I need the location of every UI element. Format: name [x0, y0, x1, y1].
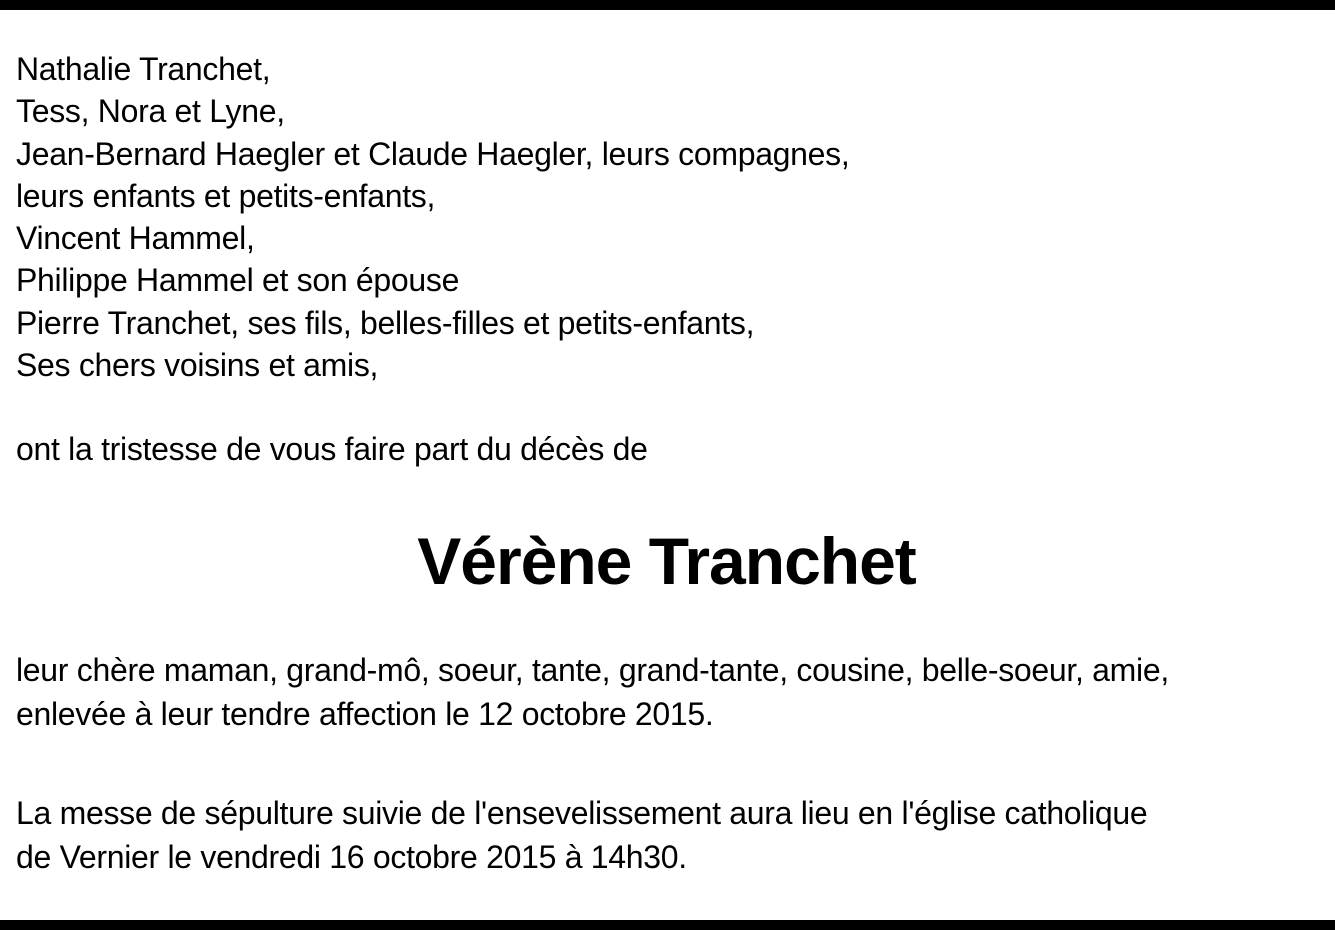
family-line: Philippe Hammel et son épouse	[16, 262, 460, 299]
relation-paragraph	[16, 648, 1169, 736]
deceased-name: Vérène Tranchet	[417, 524, 916, 598]
relation-line: leur chère maman, grand-mô, soeur, tante, grand-tante, cousine, belle-soeur, amie,	[16, 652, 1169, 688]
ceremony-paragraph	[16, 791, 1147, 879]
family-list	[16, 48, 849, 386]
family-line: Ses chers voisins et amis,	[16, 347, 379, 384]
ceremony-line: La messe de sépulture suivie de l'ensevelissement aura lieu en l'église catholique	[16, 795, 1148, 831]
family-line: Vincent Hammel,	[16, 220, 255, 257]
family-line: Tess, Nora et Lyne,	[16, 93, 285, 130]
bottom-border-rule	[0, 920, 1335, 930]
family-line: leurs enfants et petits-enfants,	[16, 177, 436, 214]
family-line: Pierre Tranchet, ses fils, belles-filles et petits-enfants,	[16, 304, 755, 341]
announcement-intro: ont la tristesse de vous faire part du décès de	[16, 431, 648, 467]
family-line: Jean-Bernard Haegler et Claude Haegler, leurs compagnes,	[16, 135, 850, 172]
ceremony-line: de Vernier le vendredi 16 octobre 2015 à 14h30.	[16, 839, 687, 875]
top-border-rule	[0, 0, 1335, 10]
family-line: Nathalie Tranchet,	[16, 51, 271, 87]
relation-line: enlevée à leur tendre affection le 12 octobre 2015.	[16, 696, 714, 732]
